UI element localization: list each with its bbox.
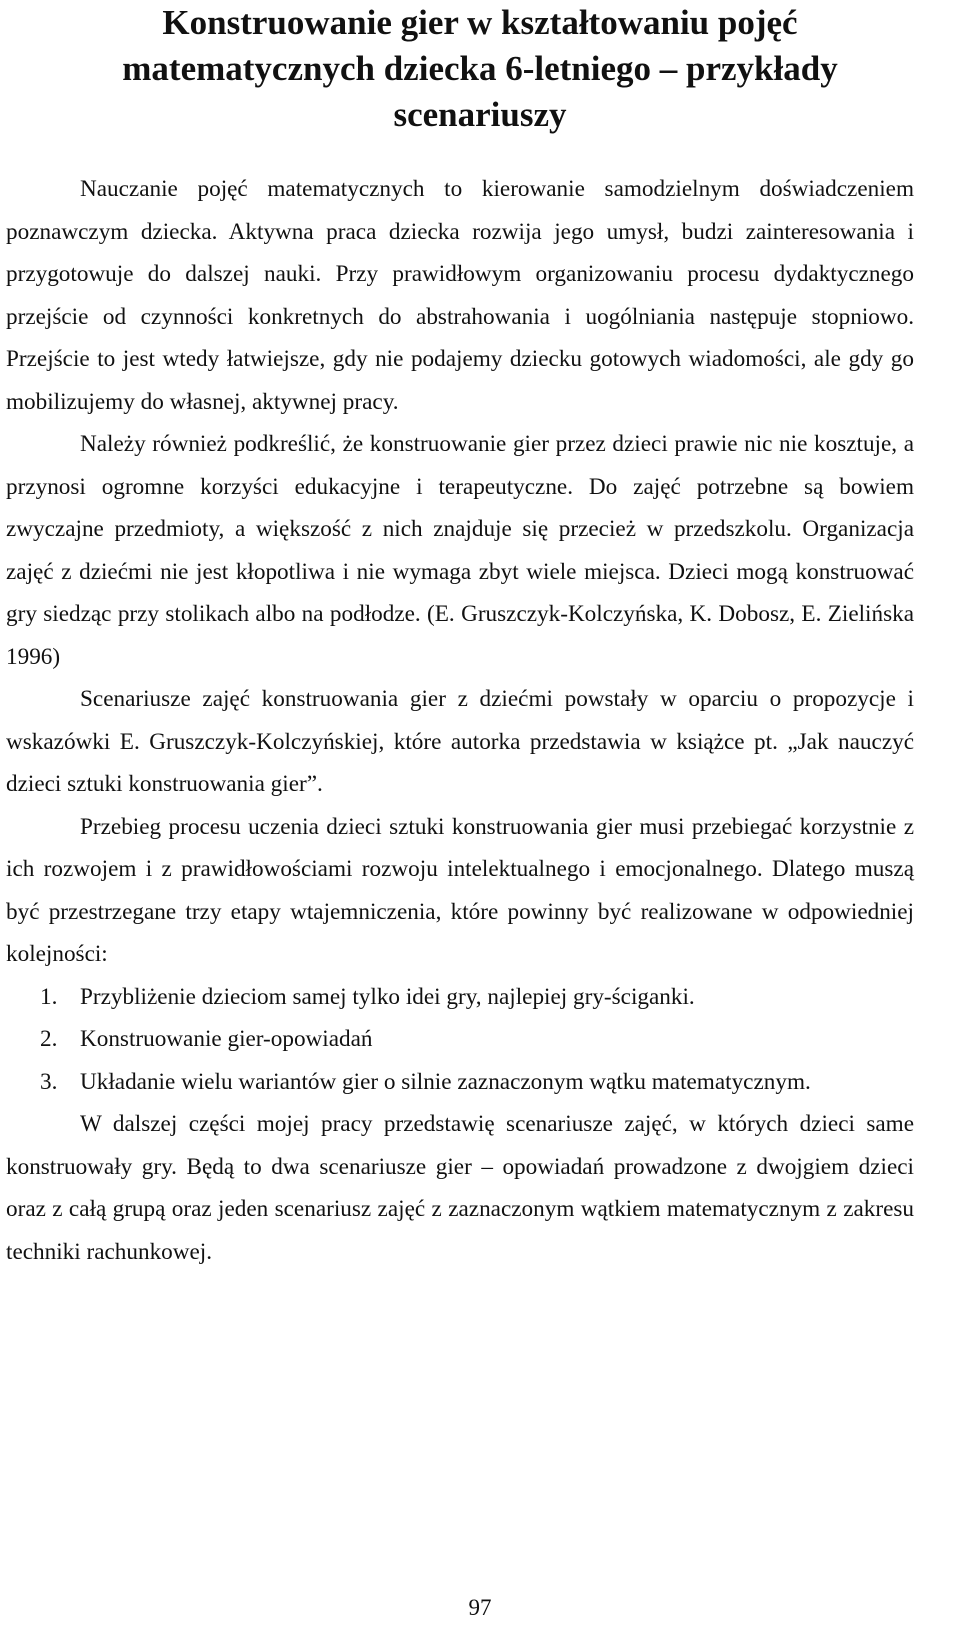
list-item (6, 1018, 914, 1061)
paragraph: Scenariusze zajęć konstruowania gier z dziećmi powstały w oparciu o propozycje i wskazówki E. Gruszczyk-Kolczyńskiej, które autorka przedstawia w książce pt. „Jak nauczyć dzieci sztuki konstruowania gier”. (6, 686, 914, 797)
list-item-number: 1. (40, 983, 58, 1010)
list-item-text: Konstruowanie gier-opowiadań (80, 1026, 373, 1052)
page-number: 97 (468, 1595, 492, 1620)
list-item (6, 976, 914, 1019)
list-item-text: Przybliżenie dzieciom samej tylko idei gry, najlepiej gry-ściganki. (80, 983, 695, 1010)
paragraph: W dalszej części mojej pracy przedstawię scenariusze zajęć, w których dzieci same konstruowały gry. Będą to dwa scenariusze gier – opowiadań prowadzone z dwojgiem dzieci oraz z całą grupą oraz jeden scenariusz zajęć z zaznaczonym wątkiem matematycznym z zakresu techniki rachunkowej. (6, 1111, 914, 1265)
document-title (0, 0, 960, 138)
title-line: Konstruowanie gier w kształtowaniu pojęć (162, 3, 798, 42)
title-line: matematycznych dziecka 6-letniego – przykłady (122, 49, 838, 88)
paragraph: Przebieg procesu uczenia dzieci sztuki konstruowania gier musi przebiegać korzystnie z ich rozwojem i z prawidłowościami rozwoju intelektualnego i emocjonalnego. Dlatego muszą być przestrzegane trzy etapy wtajemniczenia, które powinny być realizowane w odpowiedniej kolejności: (6, 813, 914, 967)
list-item-number: 2. (40, 1026, 58, 1052)
document-body (6, 168, 914, 1273)
list-item-text: Układanie wielu wariantów gier o silnie zaznaczonym wątku matematycznym. (80, 1068, 811, 1095)
stages-list (6, 976, 914, 1104)
list-item-number: 3. (40, 1068, 58, 1095)
paragraph: Nauczanie pojęć matematycznych to kierowanie samodzielnym doświadczeniem poznawczym dziecka. Aktywna praca dziecka rozwija jego umysł, budzi zainteresowania i przygotowuje do dalszej nauki. Przy prawidłowym organizowaniu procesu dydaktycznego przejście od czynności konkretnych do abstrahowania i uogólniania następuje stopniowo. Przejście to jest wtedy łatwiejsze, gdy nie podajemy dziecku gotowych wiadomości, ale gdy go mobilizujemy do własnej, aktywnej pracy. (6, 176, 914, 415)
list-item (6, 1061, 914, 1104)
title-line: scenariuszy (393, 95, 567, 134)
paragraph: Należy również podkreślić, że konstruowanie gier przez dzieci prawie nic nie kosztuje, a przynosi ogromne korzyści edukacyjne i terapeutyczne. Do zajęć potrzebne są bowiem zwyczajne przedmioty, a większość z nich znajduje się przecież w przedszkolu. Organizacja zajęć z dziećmi nie jest kłopotliwa i nie wymaga zbyt wiele miejsca. Dzieci mogą konstruować gry siedząc przy stolikach albo na podłodze. (E. Gruszczyk-Kolczyńska, K. Dobosz, E. Zielińska 1996) (6, 431, 914, 670)
